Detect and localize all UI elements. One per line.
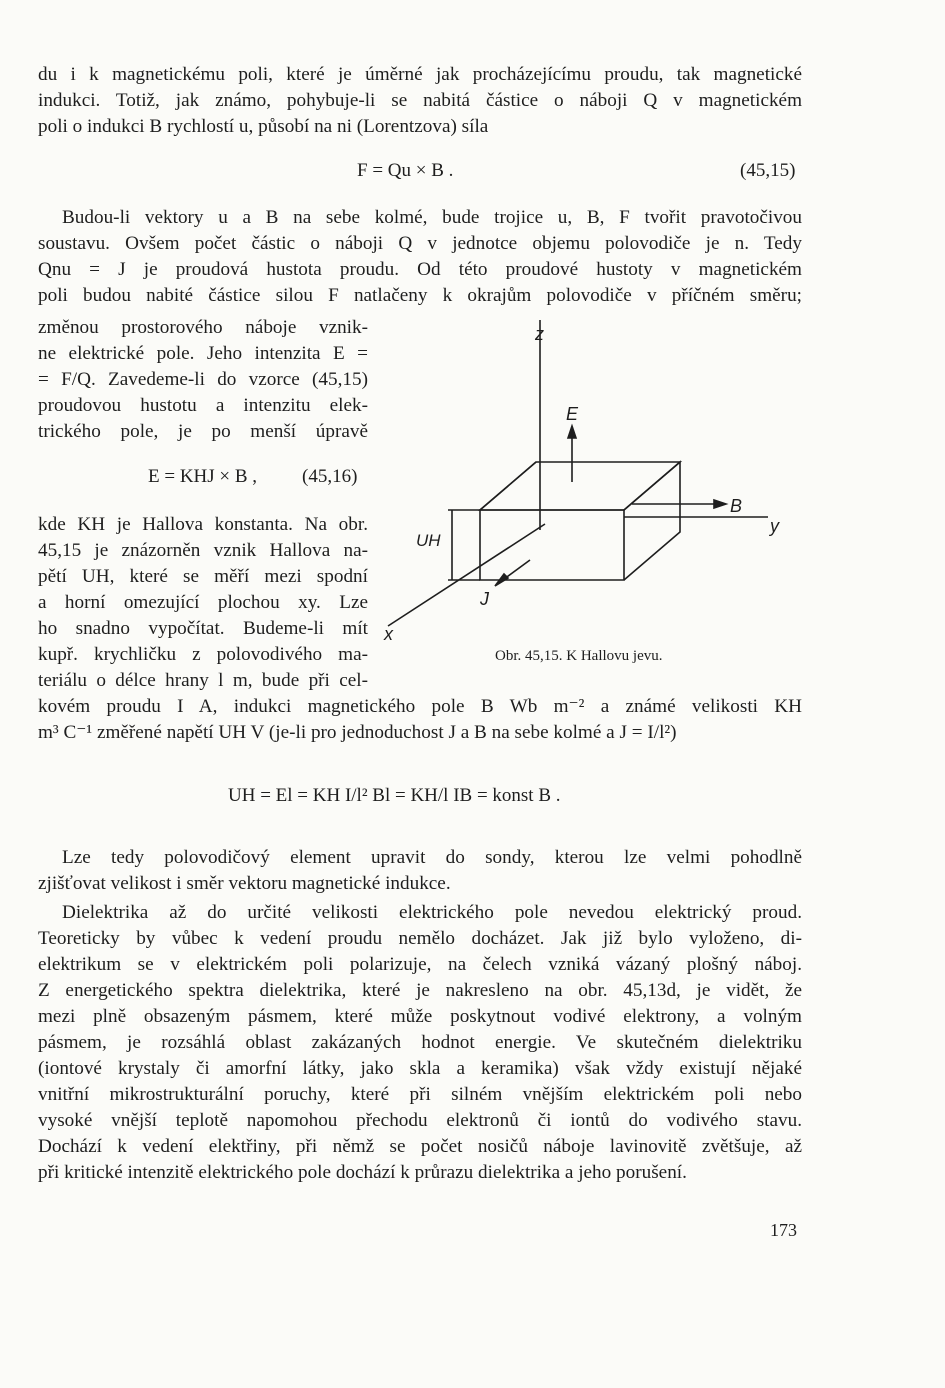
x-axis — [388, 524, 545, 626]
cube-top-face — [480, 462, 680, 510]
text-line: zjišťovat velikost i směr vektoru magnetické indukce. — [38, 873, 451, 894]
text-line: ho snadno vypočítat. Budeme-li mít — [38, 618, 368, 639]
text-line: kovém proudu I A, indukci magnetického pole B Wb m⁻² a známé velikosti KH — [38, 696, 802, 717]
text-line: Z energetického spektra dielektrika, které je nakresleno na obr. 45,13d, je vidět, že — [38, 980, 802, 1001]
text-line: du i k magnetickému poli, které je úměrné jak procházejícímu proudu, tak magnetické — [38, 64, 802, 85]
label-j: J — [480, 589, 489, 609]
text-line: poli budou nabité částice silou F natlačeny k okrajům polovodiče v příčném směru; — [38, 285, 802, 306]
label-z: z — [535, 324, 544, 344]
cube-side-face — [624, 462, 680, 580]
text-line: ne elektrické pole. Jeho intenzita E = — [38, 343, 368, 364]
hall-effect-figure — [380, 320, 810, 665]
text-line: změnou prostorového náboje vznik- — [38, 317, 368, 338]
text-line: elektrikum se v elektrickém poli polarizuje, na čelech vzniká vázaný plošný náboj. — [38, 954, 802, 975]
text-line: (iontové krystaly či amorfní látky, jako skla a keramika) však vždy existují nějaké — [38, 1058, 802, 1079]
text-line: Dochází k vedení elektřiny, při němž se počet nosičů náboje lavinovitě zvětšuje, až — [38, 1136, 802, 1157]
equation-number: (45,16) — [302, 466, 358, 487]
equation-number: (45,15) — [740, 160, 796, 181]
page-number: 173 — [770, 1220, 797, 1240]
label-y: y — [770, 516, 779, 536]
text-line: Budou-li vektory u a B na sebe kolmé, bude trojice u, B, F tvořit pravotočivou — [62, 207, 802, 228]
label-b: B — [730, 496, 743, 516]
text-line: mezi plně obsazeným pásmem, které může poskytnout vodivé elektrony, a volným — [38, 1006, 802, 1027]
cube-front-face — [480, 510, 624, 580]
text-line: poli o indukci B rychlostí u, působí na ni (Lorentzova) síla — [38, 116, 489, 137]
text-line: Lze tedy polovodičový element upravit do sondy, kterou lze velmi pohodlně — [62, 847, 802, 868]
text-line: Dielektrika až do určité velikosti elektrického pole nevedou elektrický proud. — [62, 902, 802, 923]
text-line: proudovou hustotu a intenzitu elek- — [38, 395, 368, 416]
text-line: trického pole, je po menší úpravě — [38, 421, 368, 442]
text-line: kde KH je Hallova konstanta. Na obr. — [38, 514, 368, 535]
text-line: 45,15 je znázorněn vznik Hallova na- — [38, 540, 368, 561]
text-line: vysoké vnější teplotě napomohou přechodu elektronů či iontů do vodivého stavu. — [38, 1110, 802, 1131]
text-line: kupř. krychličku z polovodivého ma- — [38, 644, 368, 665]
text-line: a horní omezující plochou xy. Lze — [38, 592, 368, 613]
label-e: E — [566, 404, 579, 424]
text-line: indukci. Totiž, jak známo, pohybuje-li se nabitá částice o náboji Q v magnetickém — [38, 90, 802, 111]
text-line: m³ C⁻¹ změřené napětí UH V (je-li pro jednoduchost J a B na sebe kolmé a J = I/l²) — [38, 722, 677, 743]
text-line: vnitřní mikrostrukturální poruchy, které při silném vnějším elektrickém poli nebo — [38, 1084, 802, 1105]
text-line: pětí UH, které se měří mezi spodní — [38, 566, 368, 587]
text-line: = F/Q. Zavedeme-li do vzorce (45,15) — [38, 369, 368, 390]
equation-45-15: F = Qu × B . — [357, 160, 454, 181]
figure-caption: Obr. 45,15. K Hallovu jevu. — [495, 648, 663, 664]
text-line: Teoreticky by vůbec k vedení proudu nemělo docházet. Jak již bylo vyloženo, di- — [38, 928, 802, 949]
text-line: soustavu. Ovšem počet částic o náboji Q v jednotce objemu polovodiče je n. Tedy — [38, 233, 802, 254]
text-line: Qnu = J je proudová hustota proudu. Od této proudové hustoty v magnetickém — [38, 259, 802, 280]
text-line: teriálu o délce hrany l m, bude při cel- — [38, 670, 368, 691]
label-uh: UH — [416, 531, 441, 550]
text-line: při kritické intenzitě elektrického pole dochází k průrazu dielektrika a jeho porušení. — [38, 1162, 687, 1183]
label-x: x — [384, 624, 393, 644]
equation-45-16: E = KHJ × B , — [148, 466, 258, 487]
text-line: pásmem, je rozsáhlá oblast zakázaných hodnot energie. Ve skutečném dielektriku — [38, 1032, 802, 1053]
equation-hall-voltage: UH = El = KH I/l² Bl = KH/l IB = konst B . — [228, 785, 561, 806]
